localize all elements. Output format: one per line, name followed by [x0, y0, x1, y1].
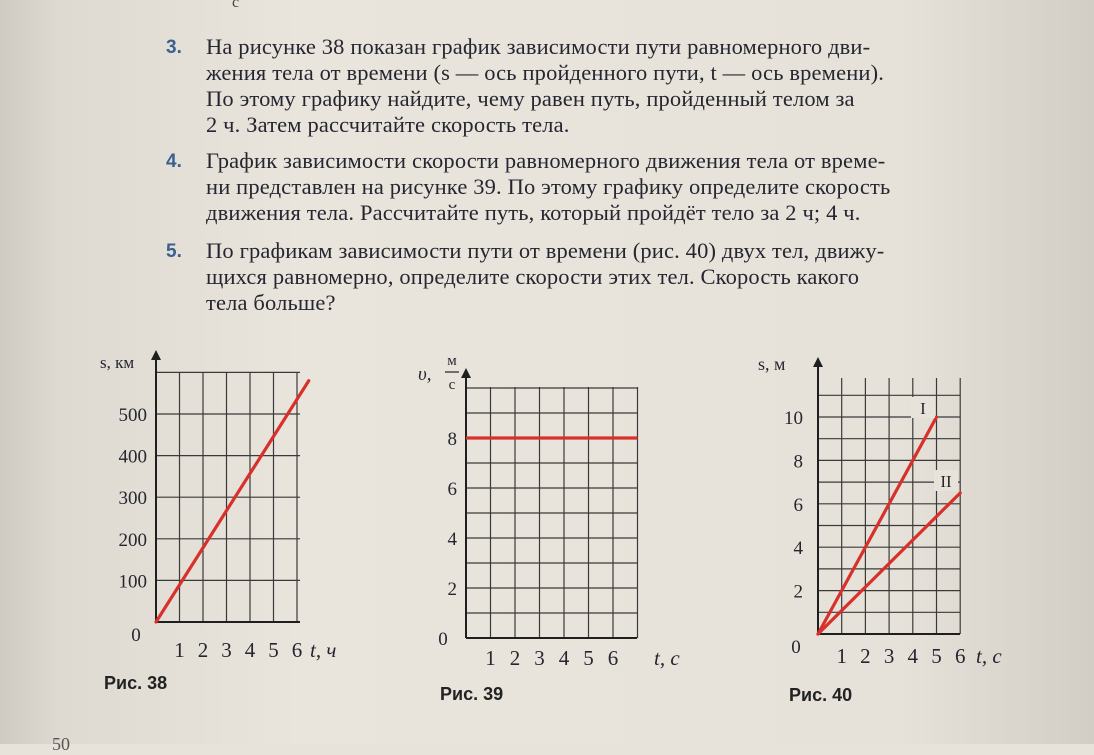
- figure-40-chart: [758, 354, 1002, 668]
- problem-text-line: График зависимости скорости равномерного движения тела от време-: [206, 148, 886, 173]
- problem-text-line: ни представлен на рисунке 39. По этому графику определите скорость: [206, 174, 891, 199]
- x-tick-label: 2: [509, 646, 521, 670]
- y-tick-label: 2: [793, 581, 803, 603]
- y-axis-arrow: [461, 368, 471, 378]
- page-number: 50: [52, 734, 70, 754]
- y-axis-label: s, км: [100, 353, 135, 372]
- y-axis-arrow: [813, 357, 823, 367]
- y-tick-label: 2: [447, 579, 457, 600]
- problem-text-line: 2 ч. Затем рассчитайте скорость тела.: [206, 112, 570, 137]
- y-axis-arrow: [151, 350, 161, 360]
- x-tick-label: 1: [174, 638, 185, 662]
- problem-text-line: По этому графику найдите, чему равен путь, пройденный телом за: [206, 86, 855, 111]
- x-tick-label: 4: [558, 646, 570, 670]
- problem-text-line: щихся равномерно, определите скорости этих тел. Скорость какого: [206, 264, 860, 289]
- y-tick-label: 400: [118, 446, 147, 468]
- figure-38-chart: [100, 350, 336, 662]
- y-axis-unit-numerator: м: [447, 353, 457, 369]
- header-fragment: с: [232, 0, 240, 11]
- x-tick-label: 3: [534, 646, 545, 670]
- x-axis-label: t, с: [654, 646, 680, 670]
- origin-label: 0: [438, 629, 448, 650]
- y-tick-label: 10: [784, 408, 803, 429]
- x-tick-label: 3: [883, 644, 895, 668]
- x-tick-label: 1: [485, 646, 496, 670]
- y-axis-label: υ,: [418, 364, 432, 385]
- y-tick-label: 6: [447, 479, 457, 500]
- x-tick-label: 1: [836, 644, 847, 668]
- figure-39-chart: [418, 353, 680, 670]
- figure-40-caption: Рис. 40: [789, 685, 853, 705]
- series-label: I: [920, 399, 926, 418]
- series-label: II: [940, 472, 952, 491]
- problem-text-line: жения тела от времени (s — ось пройденного пути, t — ось времени).: [206, 60, 885, 85]
- y-axis-label: s, м: [758, 354, 786, 374]
- origin-label: 0: [131, 625, 141, 646]
- y-tick-label: 300: [118, 488, 147, 510]
- origin-label: 0: [791, 637, 801, 658]
- y-tick-label: 100: [118, 571, 147, 593]
- problem-number: 5.: [166, 241, 182, 262]
- x-tick-label: 6: [291, 638, 303, 662]
- x-tick-label: 5: [268, 638, 279, 662]
- y-tick-label: 500: [118, 405, 147, 426]
- problem-number: 3.: [166, 37, 182, 58]
- y-tick-label: 8: [793, 451, 803, 473]
- problem-number: 4.: [166, 151, 182, 172]
- x-axis-label: t, с: [976, 644, 1002, 668]
- problem-text-line: движения тела. Рассчитайте путь, который пройдёт тело за 2 ч; 4 ч.: [206, 200, 861, 225]
- problem-text-line: По графикам зависимости пути от времени (рис. 40) двух тел, движу-: [206, 238, 885, 263]
- x-tick-label: 4: [907, 644, 919, 668]
- x-tick-label: 5: [931, 644, 942, 668]
- y-tick-label: 4: [447, 529, 457, 550]
- y-tick-label: 200: [118, 529, 147, 551]
- y-tick-label: 8: [447, 429, 457, 450]
- y-tick-label: 6: [793, 494, 803, 516]
- figure-39-caption: Рис. 39: [440, 684, 504, 704]
- x-tick-label: 5: [583, 646, 594, 670]
- figure-38-caption: Рис. 38: [104, 673, 168, 693]
- y-tick-label: 4: [793, 538, 803, 560]
- x-tick-label: 6: [607, 646, 619, 670]
- x-tick-label: 2: [197, 638, 209, 662]
- problem-text-line: На рисунке 38 показан график зависимости пути равномерного дви-: [206, 34, 871, 59]
- x-tick-label: 3: [221, 638, 232, 662]
- x-tick-label: 4: [244, 638, 256, 662]
- y-axis-unit-denominator: с: [448, 377, 456, 393]
- x-tick-label: 6: [954, 644, 966, 668]
- x-tick-label: 2: [860, 644, 871, 668]
- x-axis-label: t, ч: [310, 638, 337, 662]
- problem-text-line: тела больше?: [206, 290, 336, 315]
